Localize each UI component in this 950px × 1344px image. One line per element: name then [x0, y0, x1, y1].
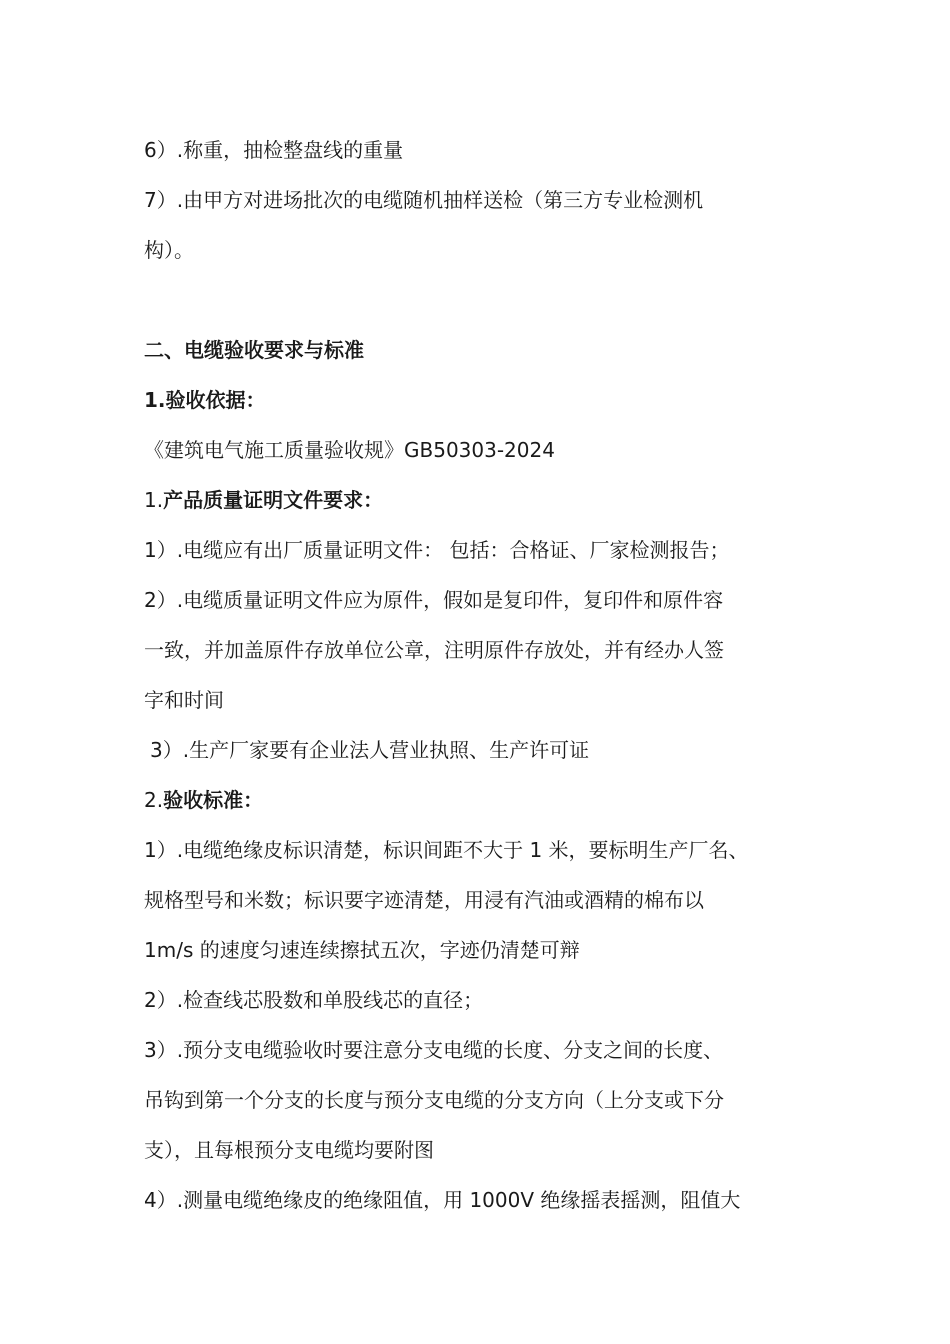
list-item-1-certificates: 1）.电缆应有出厂质量证明文件： 包括：合格证、厂家检测报告；	[144, 538, 730, 562]
section-heading: 二、电缆验收要求与标准	[144, 338, 364, 362]
subheading-label: 产品质量证明文件要求：	[163, 488, 384, 512]
list-item-7-sampling: 7）.由甲方对进场批次的电缆随机抽样送检（第三方专业检测机	[144, 188, 704, 212]
list-item-3-licenses: 3）.生产厂家要有企业法人营业执照、生产许可证	[150, 738, 590, 762]
list-item-6-weighing: 6）.称重，抽检整盘线的重量	[144, 138, 404, 162]
list-item-7-continued: 构）。	[144, 238, 194, 262]
list-item-2-core-check: 2）.检查线芯股数和单股线芯的直径；	[144, 988, 484, 1012]
subheading-number: 1.	[144, 488, 164, 512]
list-item-2-originals: 2）.电缆质量证明文件应为原件，假如是复印件，复印件和原件容	[144, 588, 724, 612]
list-item-1-continued: 规格型号和米数；标识要字迹清楚，用浸有汽油或酒精的棉布以	[144, 888, 704, 912]
list-item-3-branch-cable: 3）.预分支电缆验收时要注意分支电缆的长度、分支之间的长度、	[144, 1038, 724, 1062]
subheading-acceptance-basis: 1.验收依据：	[144, 388, 266, 412]
list-item-2-continued: 一致，并加盖原件存放单位公章，注明原件存放处，并有经办人签	[144, 638, 724, 662]
list-item-4-insulation: 4）.测量电缆绝缘皮的绝缘阻值，用 1000V 绝缘摇表摇测，阻值大	[144, 1188, 741, 1212]
list-item-1-marking: 1）.电缆绝缘皮标识清楚，标识间距不大于 1 米，要标明生产厂名、	[144, 838, 749, 862]
list-item-1-continued-2: 1m/s 的速度匀速连续擦拭五次，字迹仍清楚可辩	[144, 938, 580, 962]
subheading-quality-documents	[144, 485, 824, 515]
subheading-label: 验收标准：	[163, 788, 264, 812]
subheading-acceptance-standard	[144, 785, 824, 815]
subheading-number: 2.	[144, 788, 164, 812]
list-item-3-continued-2: 支），且每根预分支电缆均要附图	[144, 1138, 434, 1162]
list-item-2-continued-2: 字和时间	[144, 688, 224, 712]
list-item-3-continued: 吊钩到第一个分支的长度与预分支电缆的分支方向（上分支或下分	[144, 1088, 724, 1112]
standard-reference: 《建筑电气施工质量验收规》GB50303-2024	[144, 438, 555, 462]
